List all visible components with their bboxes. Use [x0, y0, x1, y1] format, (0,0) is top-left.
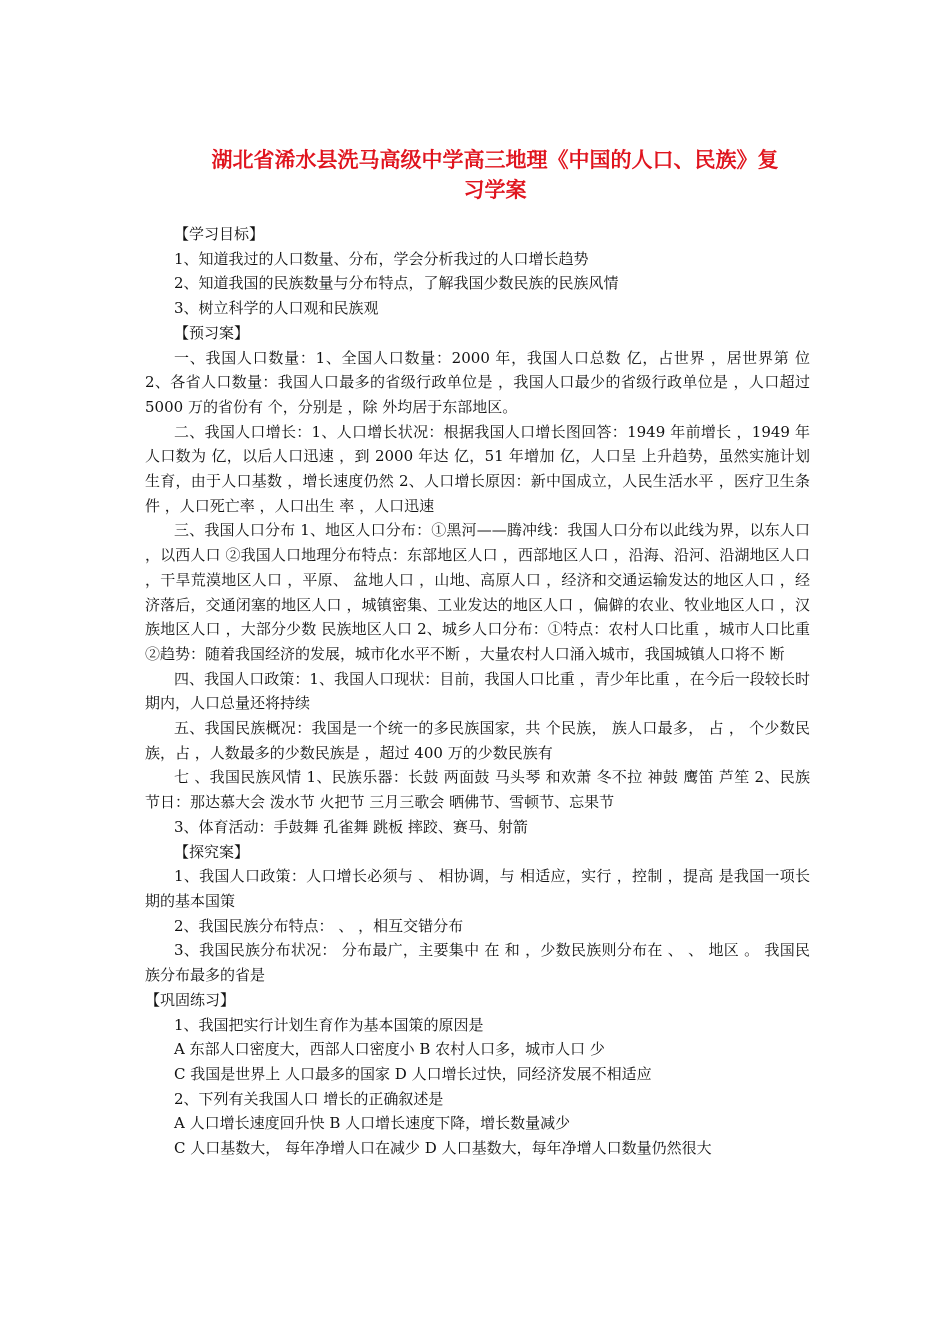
- preview-paragraph-population-growth: 二、我国人口增长：1、人口增长状况：根据我国人口增长图回答：1949 年前增长 ，1949 年人口数为 亿，以后人口迅速 ，到 2000 年达 亿，51 年增加 亿，人口呈 上升趋势，虽然实施计划生育，由于人口基数 ，增长速度仍然 2、人口增长原因：新中国成立，人民生活水平 ，医疗卫生条件 ，人口死亡率 ，人口出生 率 ，人口迅速: [145, 422, 810, 515]
- goal-item: 2、知道我国的民族数量与分布特点，了解我国少数民族的民族风情: [174, 274, 619, 293]
- document-title: [160, 145, 830, 205]
- preview-paragraph-ethnic-overview: 五、我国民族概况：我国是一个统一的多民族国家，共 个民族， 族人口最多， 占 ， 个少数民族，占 ，人数最多的少数民族是 ，超过 400 万的少数民族有: [145, 719, 810, 762]
- practice-line: C 我国是世界上 人口最多的国家 D 人口增长过快，同经济发展不相适应: [174, 1064, 652, 1083]
- preview-paragraph-population-policy: 四、我国人口政策：1、我国人口现状：目前，我国人口比重 ，青少年比重 ，在今后一段较长时期内，人口总量还将持续: [145, 669, 810, 713]
- goals-heading: 【学习目标】: [174, 225, 265, 243]
- explore-heading: 【探究案】: [174, 842, 250, 861]
- practice-line: A 东部人口密度大，西部人口密度小 B 农村人口多，城市人口 少: [174, 1040, 605, 1059]
- practice-heading: 【巩固练习】: [145, 990, 236, 1009]
- practice-line: 1、我国把实行计划生育作为基本国策的原因是: [174, 1015, 484, 1034]
- explore-paragraph: 3、我国民族分布状况： 分布最广，主要集中 在 和 ，少数民族则分布在 、 、 地区 。 我国民族分布最多的省是: [145, 941, 810, 985]
- goal-item: 1、知道我过的人口数量、分布，学会分析我过的人口增长趋势: [174, 249, 589, 268]
- preview-heading: 【预习案】: [174, 323, 250, 342]
- practice-line: C 人口基数大， 每年净增人口在减少 D 人口基数大，每年净增人口数量仍然很大: [174, 1139, 712, 1158]
- practice-line: A 人口增长速度回升快 B 人口增长速度下降，增长数量减少: [174, 1114, 571, 1133]
- explore-paragraph: 2、我国民族分布特点： 、 ，相互交错分布: [174, 916, 464, 935]
- preview-paragraph-population-count: 一、我国人口数量：1、全国人口数量：2000 年，我国人口总数 亿，占世界 ，居世界第 位 2、各省人口数量：我国人口最多的省级行政单位是 ，我国人口最少的省级行政单位是 ，人口超过 5000 万的省份有 个，分别是 ，除 外均居于东部地区。: [145, 348, 810, 416]
- document-body: [145, 222, 810, 1161]
- goal-item: 3、树立科学的人口观和民族观: [174, 299, 379, 318]
- practice-line: 2、下列有关我国人口 增长的正确叙述是: [174, 1089, 444, 1108]
- preview-paragraph-sports: 3、体育活动：手鼓舞 孔雀舞 跳板 摔跤、赛马、射箭: [174, 817, 528, 836]
- explore-paragraph: 1、我国人口政策：人口增长必须与 、 相协调，与 相适应，实行 ，控制 ，提高 是我国一项长期的基本国策: [145, 867, 810, 910]
- preview-paragraph-ethnic-customs: 七 、我国民族风情 1、民族乐器：长鼓 两面鼓 马头琴 和欢萧 冬不拉 神鼓 鹰笛 芦笙 2、民族节日：那达慕大会 泼水节 火把节 三月三歌会 晒佛节、雪顿节、忘果节: [145, 768, 810, 812]
- title-line-2: 习学案: [463, 178, 527, 202]
- title-line-1: 湖北省浠水县洗马高级中学高三地理《中国的人口、民族》复: [211, 148, 779, 172]
- preview-paragraph-population-distribution: 三、我国人口分布 1、地区人口分布：①黑河——腾冲线：我国人口分布以此线为界，以东人口 ，以西人口 ②我国人口地理分布特点：东部地区人口 ，西部地区人口 ，沿海、沿河、沿湖地区人口 ，干旱荒漠地区人口 ，平原、 盆地人口 ，山地、高原人口 ，经济和交通运输发达的地区人口 ，经济落后，交通闭塞的地区人口 ，城镇密集、工业发达的地区人口 ，偏僻的农业、牧业地区人口 ，汉族地区人口 ，大部分少数 民族地区人口 2、城乡人口分布：①特点：农村人口比重 ，城市人口比重 ②趋势：随着我国经济的发展，城市化水平不断 ，大量农村人口涌入城市，我国城镇人口将不 断: [145, 521, 810, 663]
